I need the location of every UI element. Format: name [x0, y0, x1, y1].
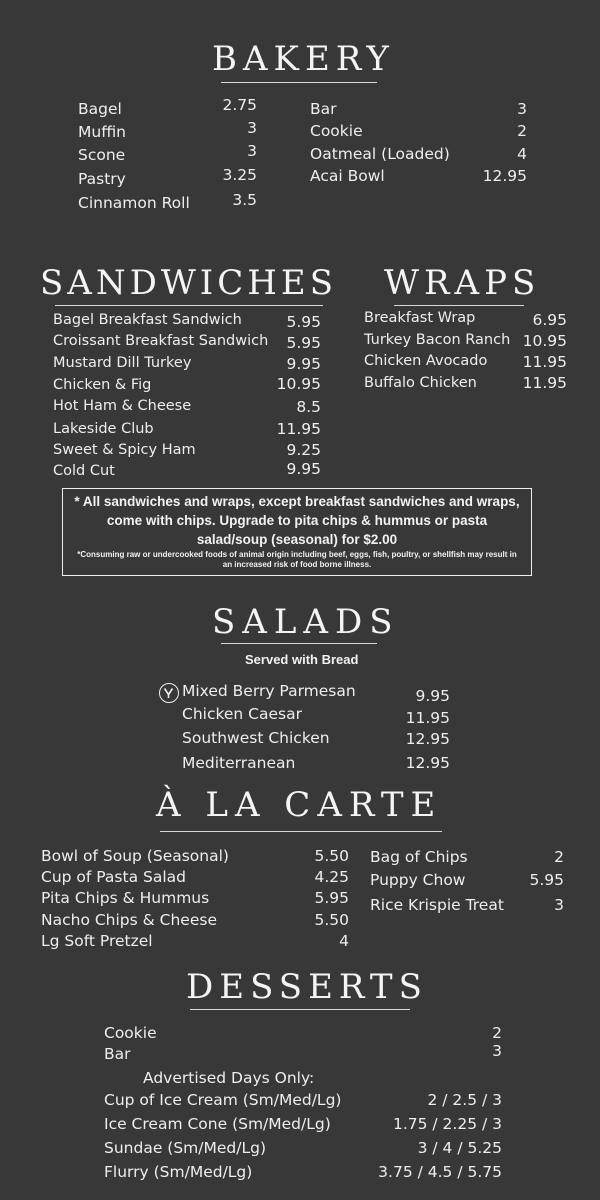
- menu-item-price: 5.95: [286, 334, 321, 352]
- menu-item-name: Cinnamon Roll: [78, 194, 190, 212]
- sandwiches-heading-rule: [55, 305, 323, 306]
- menu-item-name: Turkey Bacon Ranch: [364, 332, 511, 348]
- salads-heading: SALADS: [212, 602, 400, 642]
- wraps-heading-rule: [394, 305, 524, 306]
- menu-item-name: Cookie: [104, 1024, 157, 1042]
- menu-item-price: 5.50: [314, 847, 349, 865]
- menu-item-name: Puppy Chow: [370, 871, 466, 889]
- salads-heading-rule: [221, 643, 377, 644]
- menu-item-price: 4: [339, 932, 349, 950]
- menu-item-price: 5.50: [314, 911, 349, 929]
- menu-item-name: Croissant Breakfast Sandwich: [53, 333, 269, 349]
- menu-item-name: Flurry (Sm/Med/Lg): [104, 1163, 253, 1181]
- menu-item-name: Cold Cut: [53, 463, 115, 479]
- menu-item-price: 9.95: [415, 687, 450, 705]
- menu-item-price: 1.75 / 2.25 / 3: [392, 1115, 502, 1133]
- menu-item-price: 12.95: [405, 754, 450, 772]
- menu-item-name: Hot Ham & Cheese: [53, 398, 192, 414]
- menu-item-name: Bag of Chips: [370, 848, 468, 866]
- menu-item-price: 6.95: [532, 311, 567, 329]
- sandwiches-heading: SANDWICHES: [40, 263, 338, 303]
- menu-item-name: Breakfast Wrap: [364, 310, 476, 326]
- menu-item-name: Bar: [310, 100, 337, 118]
- menu-item-name: Muffin: [78, 123, 127, 141]
- a-la-carte-heading: À LA CARTE: [156, 785, 443, 825]
- menu-item-name: Sweet & Spicy Ham: [53, 442, 196, 458]
- menu-item-name: Mediterranean: [182, 754, 296, 772]
- menu-item-price: 3: [492, 1042, 502, 1060]
- menu-item-name: Bar: [104, 1045, 131, 1063]
- menu-item-name: Sundae (Sm/Med/Lg): [104, 1139, 266, 1157]
- menu-item-name: Lg Soft Pretzel: [41, 932, 153, 950]
- bakery-heading-rule: [221, 82, 377, 83]
- menu-item-name: Pita Chips & Hummus: [41, 889, 210, 907]
- menu-item-price: 10.95: [276, 375, 321, 393]
- menu-item-name: Southwest Chicken: [182, 729, 330, 747]
- menu-item-price: 11.95: [405, 709, 450, 727]
- menu-item-price: 12.95: [482, 167, 527, 185]
- menu-item-name: Rice Krispie Treat: [370, 896, 504, 914]
- wraps-heading: WRAPS: [384, 263, 541, 303]
- menu-item-name: Chicken & Fig: [53, 377, 152, 393]
- menu-item-price: 2 / 2.5 / 3: [427, 1091, 502, 1109]
- menu-item-price: 11.95: [522, 374, 567, 392]
- menu-item-price: 3.5: [232, 191, 257, 209]
- menu-item-price: 3: [247, 119, 257, 137]
- menu-item-price: 11.95: [522, 353, 567, 371]
- menu-item-name: Acai Bowl: [310, 167, 385, 185]
- chips-upgrade-note: * All sandwiches and wraps, except breakfast sandwiches and wraps, come with chips. Upgrade to pita chips & hummus or pasta salad/soup (seasonal) for $2.00: [74, 494, 520, 547]
- menu-item-name: Bagel: [78, 100, 122, 118]
- menu-item-name: Chicken Avocado: [364, 353, 488, 369]
- menu-item-price: 2: [554, 848, 564, 866]
- menu-item-price: 5.95: [286, 313, 321, 331]
- menu-item-price: 3.75 / 4.5 / 5.75: [378, 1163, 502, 1181]
- advertised-days-label: Advertised Days Only:: [143, 1069, 315, 1087]
- menu-item-name: Mixed Berry Parmesan: [182, 682, 356, 700]
- menu-item-name: Mustard Dill Turkey: [53, 355, 192, 371]
- a-la-carte-heading-rule: [160, 831, 442, 832]
- chips-notice-box: [62, 488, 532, 576]
- menu-item-price: 5.95: [529, 871, 564, 889]
- menu-item-price: 3 / 4 / 5.25: [417, 1139, 502, 1157]
- salads-subtitle: Served with Bread: [245, 652, 359, 667]
- menu-item-price: 2: [492, 1024, 502, 1042]
- menu-item-price: 3.25: [222, 166, 257, 184]
- menu-item-name: Ice Cream Cone (Sm/Med/Lg): [104, 1115, 331, 1133]
- menu-item-name: Buffalo Chicken: [364, 375, 477, 391]
- menu-item-price: 4.25: [314, 868, 349, 886]
- menu-item-name: Nacho Chips & Cheese: [41, 911, 217, 929]
- bakery-heading: BAKERY: [212, 39, 395, 79]
- menu-item-name: Bagel Breakfast Sandwich: [53, 312, 242, 328]
- menu-item-name: Pastry: [78, 170, 126, 188]
- menu-item-price: 11.95: [276, 420, 321, 438]
- menu-item-name: Lakeside Club: [53, 421, 154, 437]
- menu-item-name: Oatmeal (Loaded): [310, 145, 450, 163]
- menu-item-price: 4: [517, 145, 527, 163]
- menu-item-name: Chicken Caesar: [182, 705, 302, 723]
- desserts-heading: DESSERTS: [186, 967, 428, 1007]
- vegetarian-icon: [159, 683, 179, 703]
- food-safety-disclaimer: *Consuming raw or undercooked foods of animal origin including beef, eggs, fish, poultry, or shellfish may result in an increased risk of food borne illness.: [77, 550, 517, 569]
- menu-item-price: 3: [517, 100, 527, 118]
- menu-item-price: 9.95: [286, 460, 321, 478]
- menu-item-name: Bowl of Soup (Seasonal): [41, 847, 229, 865]
- menu-item-price: 2.75: [222, 96, 257, 114]
- menu-item-name: Scone: [78, 146, 126, 164]
- menu-item-price: 3: [247, 142, 257, 160]
- menu-item-price: 8.5: [296, 398, 321, 416]
- menu-item-price: 5.95: [314, 889, 349, 907]
- menu-item-price: 12.95: [405, 730, 450, 748]
- menu-item-name: Cup of Ice Cream (Sm/Med/Lg): [104, 1091, 342, 1109]
- menu-item-price: 3: [554, 896, 564, 914]
- desserts-heading-rule: [190, 1009, 410, 1010]
- menu-item-price: 2: [517, 122, 527, 140]
- menu-item-price: 9.25: [286, 441, 321, 459]
- menu-item-name: Cookie: [310, 122, 363, 140]
- menu-item-price: 10.95: [522, 332, 567, 350]
- menu-item-price: 9.95: [286, 355, 321, 373]
- menu-item-name: Cup of Pasta Salad: [41, 868, 186, 886]
